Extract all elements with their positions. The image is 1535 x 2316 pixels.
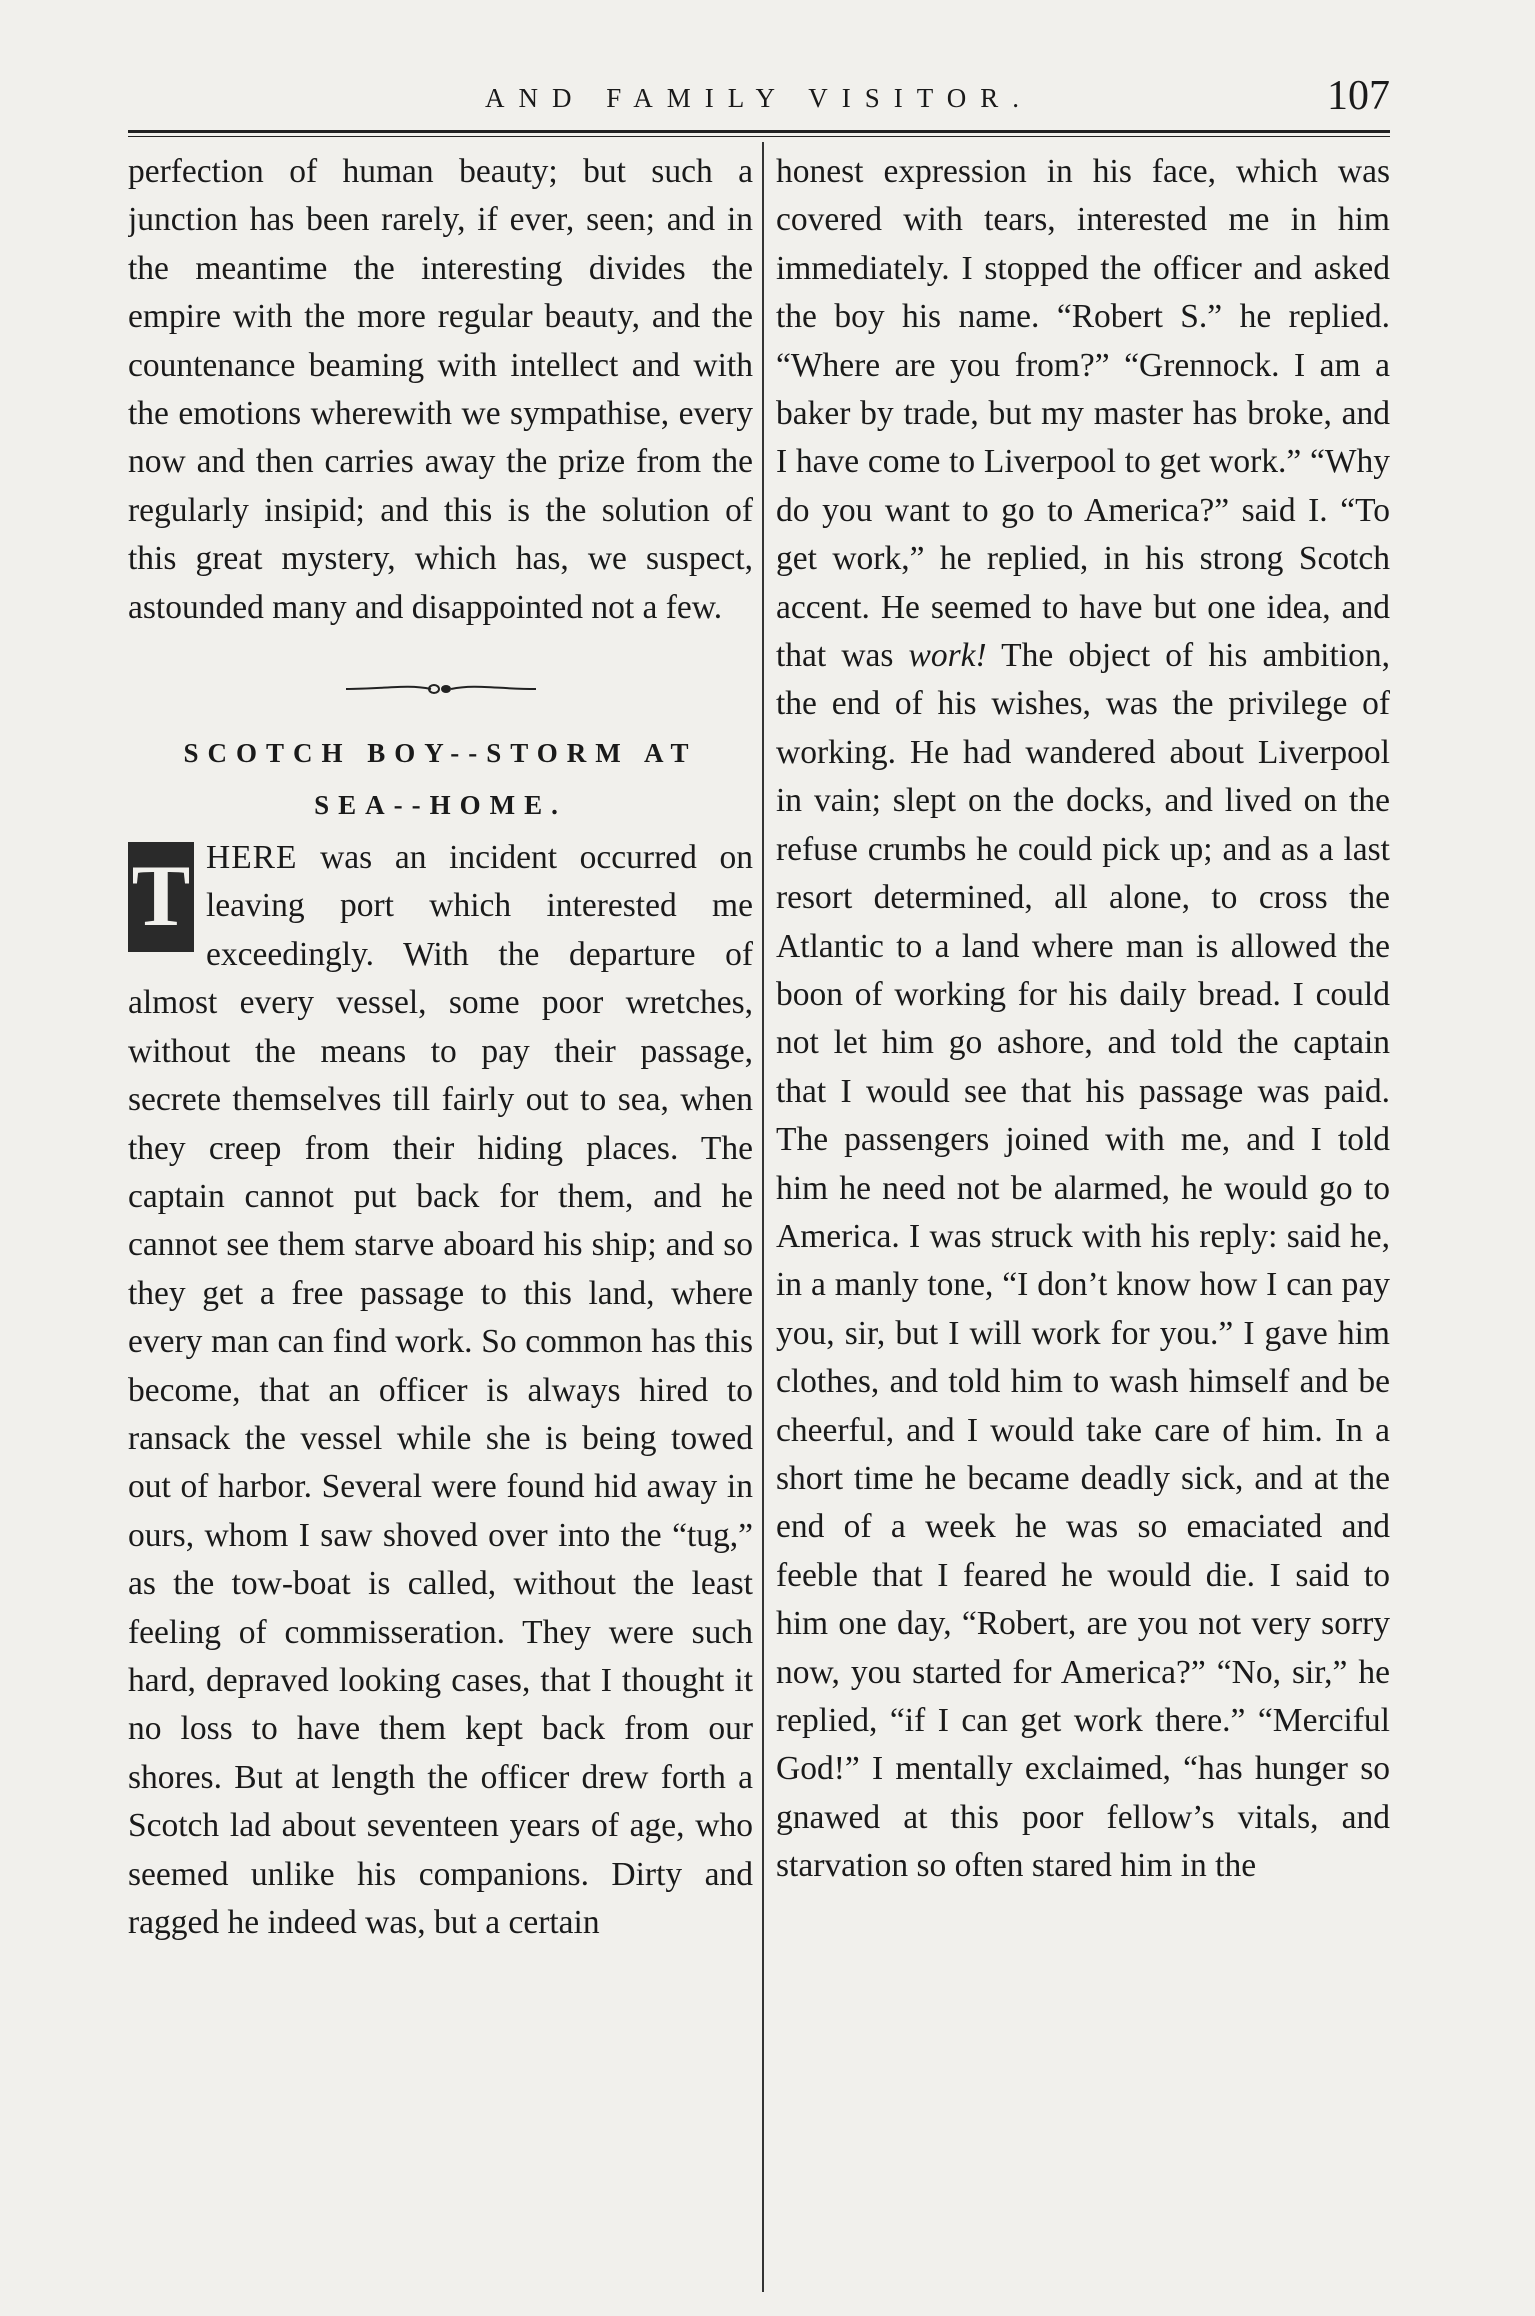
opening-smallcaps: HERE	[206, 839, 298, 877]
left-column	[128, 148, 753, 2288]
italic-work: work!	[908, 637, 987, 675]
header-rule	[128, 130, 1390, 137]
running-head: AND FAMILY VISITOR.	[484, 83, 1034, 113]
continued-paragraph: perfection of human beauty; but such a junction has been rarely, if ever, seen; and in the meantime the interesting divides the empire with the more regular beauty, and the countenance beaming with intellect and with the emotions wherewith we sympathise, every now and then carries away the prize from the regularly insipid; and this is the solution of this great mystery, which has, we suspect, astounded many and disappointed not a few.	[128, 153, 753, 626]
column-divider	[762, 142, 764, 2292]
right-column	[776, 148, 1390, 2288]
opening-text: was an incident occurred on leaving port which interested me exceedingly. With the departure of almost every vessel, some poor wretches, without the means to pay their passage, secrete themselves till fairly out to sea, when they creep from their hiding places. The captain cannot put back for them, and he cannot see them starve aboard his ship; and so they get a free passage to this land, where every man can find work. So common has this become, that an officer is always hired to ransack the vessel while she is being towed out of harbor. Several were found hid away in ours, whom I saw shoved over into the “tug,” as the tow-boat is called, without the least feeling of commisseration. They were such hard, depraved looking cases, that I thought it no loss to have them kept back from our shores. But at length the officer drew forth a Scotch lad about seventeen years of age, who seemed unlike his companions. Dirty and ragged he indeed was, but a certain	[128, 839, 753, 1941]
ornament-divider	[346, 682, 536, 696]
right-text-after: The object of his ambition, the end of his wishes, was the privilege of working. He had wandered about Liverpool in vain; slept on the docks, and lived on the refuse crumbs he could pick up; and as a last resort determined, all alone, to cross the Atlantic to a land where man is allowed the boon of working for his daily bread. I could not let him go ashore, and told the captain that I would see that his passage was paid. The passengers joined with me, and I told him he need not be alarmed, he would go to America. I was struck with his reply: said he, in a manly tone, “I don’t know how I can pay you, sir, but I will work for you.” I gave him clothes, and told him to wash himself and be cheerful, and I would take care of him. In a short time he became deadly sick, and at the end of a week he was so emaciated and feeble that I feared he would die. I said to him one day, “Robert, are you not very sorry now, you started for America?” “No, sir,” he replied, “if I can get work there.” “Merciful God!” I mentally exclaimed, “has hunger so gnawed at this poor fellow’s vitals, and starvation so often stared him in the	[776, 637, 1390, 1885]
section-title-line1: SCOTCH BOY--STORM AT	[183, 738, 698, 769]
page-header	[128, 73, 1390, 138]
section-title-line2: SEA--HOME.	[314, 790, 567, 821]
opening-paragraph	[128, 834, 753, 1947]
dropcap-letter: T	[128, 842, 194, 952]
page-number: 107	[1327, 73, 1390, 119]
right-paragraph	[776, 148, 1390, 1891]
right-text-before: honest expression in his face, which was covered with tears, interested me in him immediately. I stopped the officer and asked the boy his name. “Robert S.” he replied. “Where are you from?” “Grennock. I am a baker by trade, but my master has broke, and I have come to Liverpool to get work.” “Why do you want to go to America?” said I. “To get work,” he replied, in his strong Scotch accent. He seemed to have but one idea, and that was	[776, 153, 1390, 675]
